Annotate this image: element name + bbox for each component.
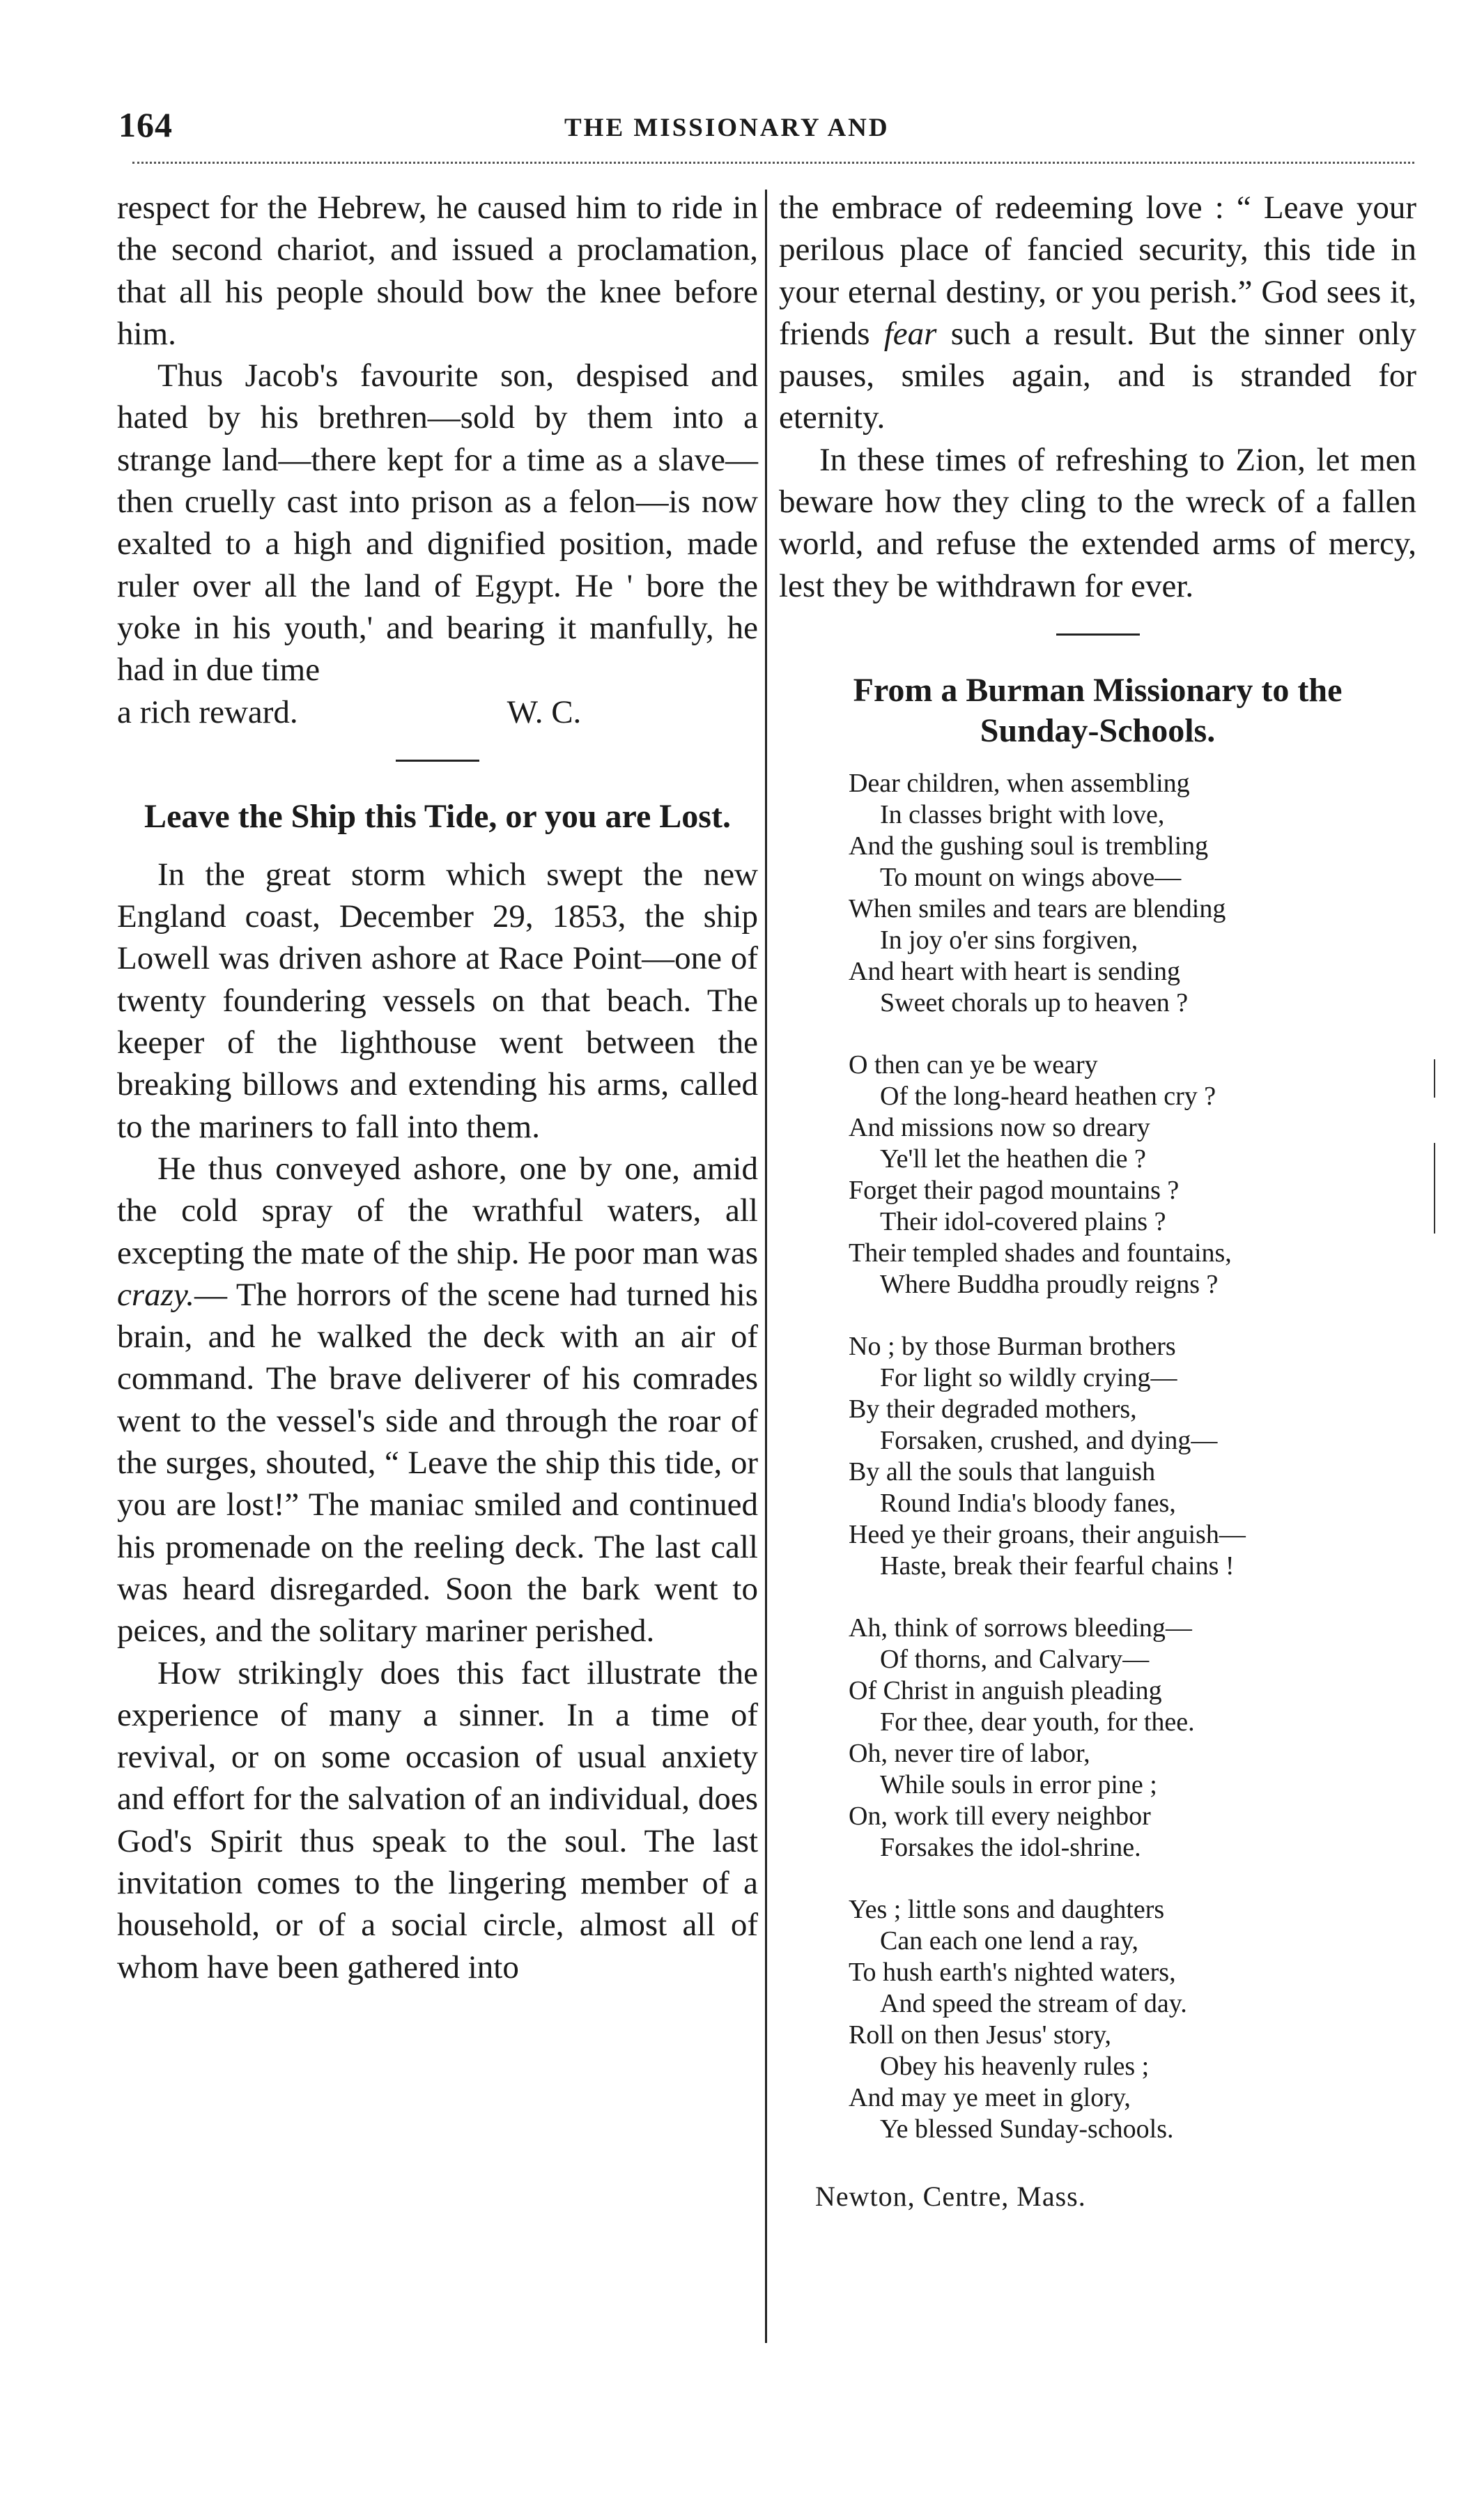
text-run: He thus conveyed ashore, one by one, amid the cold spray of the wrathful waters, all excepting the mate of the ship. He poor man was [117,1150,758,1271]
paragraph [779,187,1416,439]
poem-line: Roll on then Jesus' story, [849,2020,1111,2050]
poem-line: For light so wildly crying— [880,1362,1177,1392]
poem-line: Ah, think of sorrows bleeding— [849,1613,1192,1643]
poem-line: By all the souls that languish [849,1457,1156,1486]
poem-line: No ; by those Burman brothers [849,1331,1176,1361]
section-rule [1056,633,1140,636]
poem-stanza [849,768,1416,1019]
signature: W. C. [507,693,582,730]
poem-title-line: Sunday-Schools. [980,712,1216,749]
margin-mark [1434,1059,1435,1098]
poem-line: When smiles and tears are blending [849,893,1226,923]
text-run: the embrace of redeeming love : “ Leave your perilous place of fancied security, this tide in your eternal destiny, or you perish.” God sees it, friends [779,190,1416,352]
poem-stanza [849,1894,1416,2145]
poem-line: Heed ye their groans, their anguish— [849,1519,1246,1549]
margin-mark [1434,1143,1435,1234]
text-run: — The horrors of the scene had turned his brain, and he walked the deck with an air of command. The brave deliverer of his comrades went to the vessel's side and through the roar of the surges, shouted, “ Leave the ship this tide, or you are lost!” The maniac smiled and continued his promenade on the reeling deck. The last call was heard disregarded. Soon the bark went to peices, and the solitary mariner perished. [117,1276,758,1650]
poem-line: In joy o'er sins forgiven, [880,925,1138,955]
poem-line: Of Christ in anguish pleading [849,1675,1162,1705]
poem-line: Can each one lend a ray, [880,1926,1139,1956]
poem-line: Oh, never tire of labor, [849,1738,1090,1768]
poem-line: Obey his heavenly rules ; [880,2051,1150,2081]
page-number: 164 [118,105,173,144]
paragraph-ending [117,691,758,733]
poem-line: Yes ; little sons and daughters [849,1894,1165,1924]
paragraph: In the great storm which swept the new England coast, December 29, 1853, the ship Lowell was driven ashore at Race Point—one of twenty foundering vessels on that beach. The keeper of the lighthouse went between the breaking billows and extending his arms, called to the mariners to fall into them. [117,856,758,1145]
poem-line: And speed the stream of day. [880,1988,1187,2018]
poem-line: And heart with heart is sending [849,956,1180,986]
poem-line: Haste, break their fearful chains ! [880,1551,1235,1581]
poem-line: Sweet chorals up to heaven ? [880,988,1189,1017]
poem-line: Where Buddha proudly reigns ? [880,1269,1219,1299]
poem-line: On, work till every neighbor [849,1801,1151,1831]
paragraph-end-text: a rich reward. [117,693,298,730]
poem-line: Of the long-heard heathen cry ? [880,1081,1216,1111]
poem-line: By their degraded mothers, [849,1394,1137,1424]
poem-line: Of thorns, and Calvary— [880,1644,1150,1674]
header-rule [132,162,1414,164]
poem-signature: Newton, Centre, Mass. [815,2180,1086,2212]
paragraph: Thus Jacob's favourite son, despised and hated by his brethren—sold by them into a strange land—there kept for a time as a slave—then cruelly cast into prison as a felon—is now exalted to a high and dignified position, made ruler over all the land of Egypt. He ' bore the yoke in his youth,' and bearing it manfully, he had in due time [117,358,758,689]
poem-line: Forget their pagod mountains ? [849,1175,1180,1205]
poem-line: Their templed shades and fountains, [849,1238,1232,1268]
italic-text: fear [883,315,937,352]
paragraph: In these times of refreshing to Zion, let men beware how they cling to the wreck of a fallen world, and refuse the extended arms of mercy, lest they be withdrawn for ever. [779,441,1416,604]
paragraph: How strikingly does this fact illustrate the experience of many a sinner. In a time of revival, or on some occasion of usual anxiety and effort for the salvation of an individual, does God's Spirit thus speak to the soul. The last invitation comes to the lingering member of a household, or of a social circle, almost all of whom have been gathered into [117,1654,758,1985]
poem-line: Forsaken, crushed, and dying— [880,1425,1218,1455]
poem-line: While souls in error pine ; [880,1769,1157,1799]
paragraph [117,1148,758,1652]
poem-line: Their idol-covered plains ? [880,1206,1166,1236]
poem-line: Round India's bloody fanes, [880,1488,1176,1518]
poem-line: To hush earth's nighted waters, [849,1957,1176,1987]
poem-line: For thee, dear youth, for thee. [880,1707,1195,1737]
running-title: THE MISSIONARY AND [564,114,890,142]
poem-line: In classes bright with love, [880,799,1165,829]
poem-stanza [849,1613,1416,1864]
poem-title [779,670,1416,751]
poem [849,768,1416,2145]
column-divider [765,190,767,2343]
poem-line: Dear children, when assembling [849,768,1190,798]
poem-line: O then can ye be weary [849,1050,1098,1080]
poem-line: To mount on wings above— [880,862,1182,892]
poem-line: Ye blessed Sunday-schools. [880,2114,1174,2144]
poem-line: And may ye meet in glory, [849,2082,1131,2112]
paragraph: respect for the Hebrew, he caused him to ride in the second chariot, and issued a proclamation, that all his people should bow the knee before him. [117,190,758,352]
left-column [117,187,758,1988]
right-column [779,187,1416,2218]
poem-line: Forsakes the idol-shrine. [880,1832,1141,1862]
text-run: such a result. But the sinner only pauses, smiles again, and is stranded for eternity. [779,315,1416,436]
section-rule [396,760,479,762]
article-title: Leave the Ship this Tide, or you are Lost. [144,797,731,835]
poem-stanza [849,1331,1416,1582]
poem-title-line: From a Burman Missionary to the [853,671,1343,709]
poem-line: And the gushing soul is trembling [849,831,1209,861]
poem-line: And missions now so dreary [849,1112,1150,1142]
poem-line: Ye'll let the heathen die ? [880,1144,1146,1174]
poem-stanza [849,1050,1416,1300]
page-header [118,105,1414,153]
italic-text: crazy. [117,1276,194,1313]
